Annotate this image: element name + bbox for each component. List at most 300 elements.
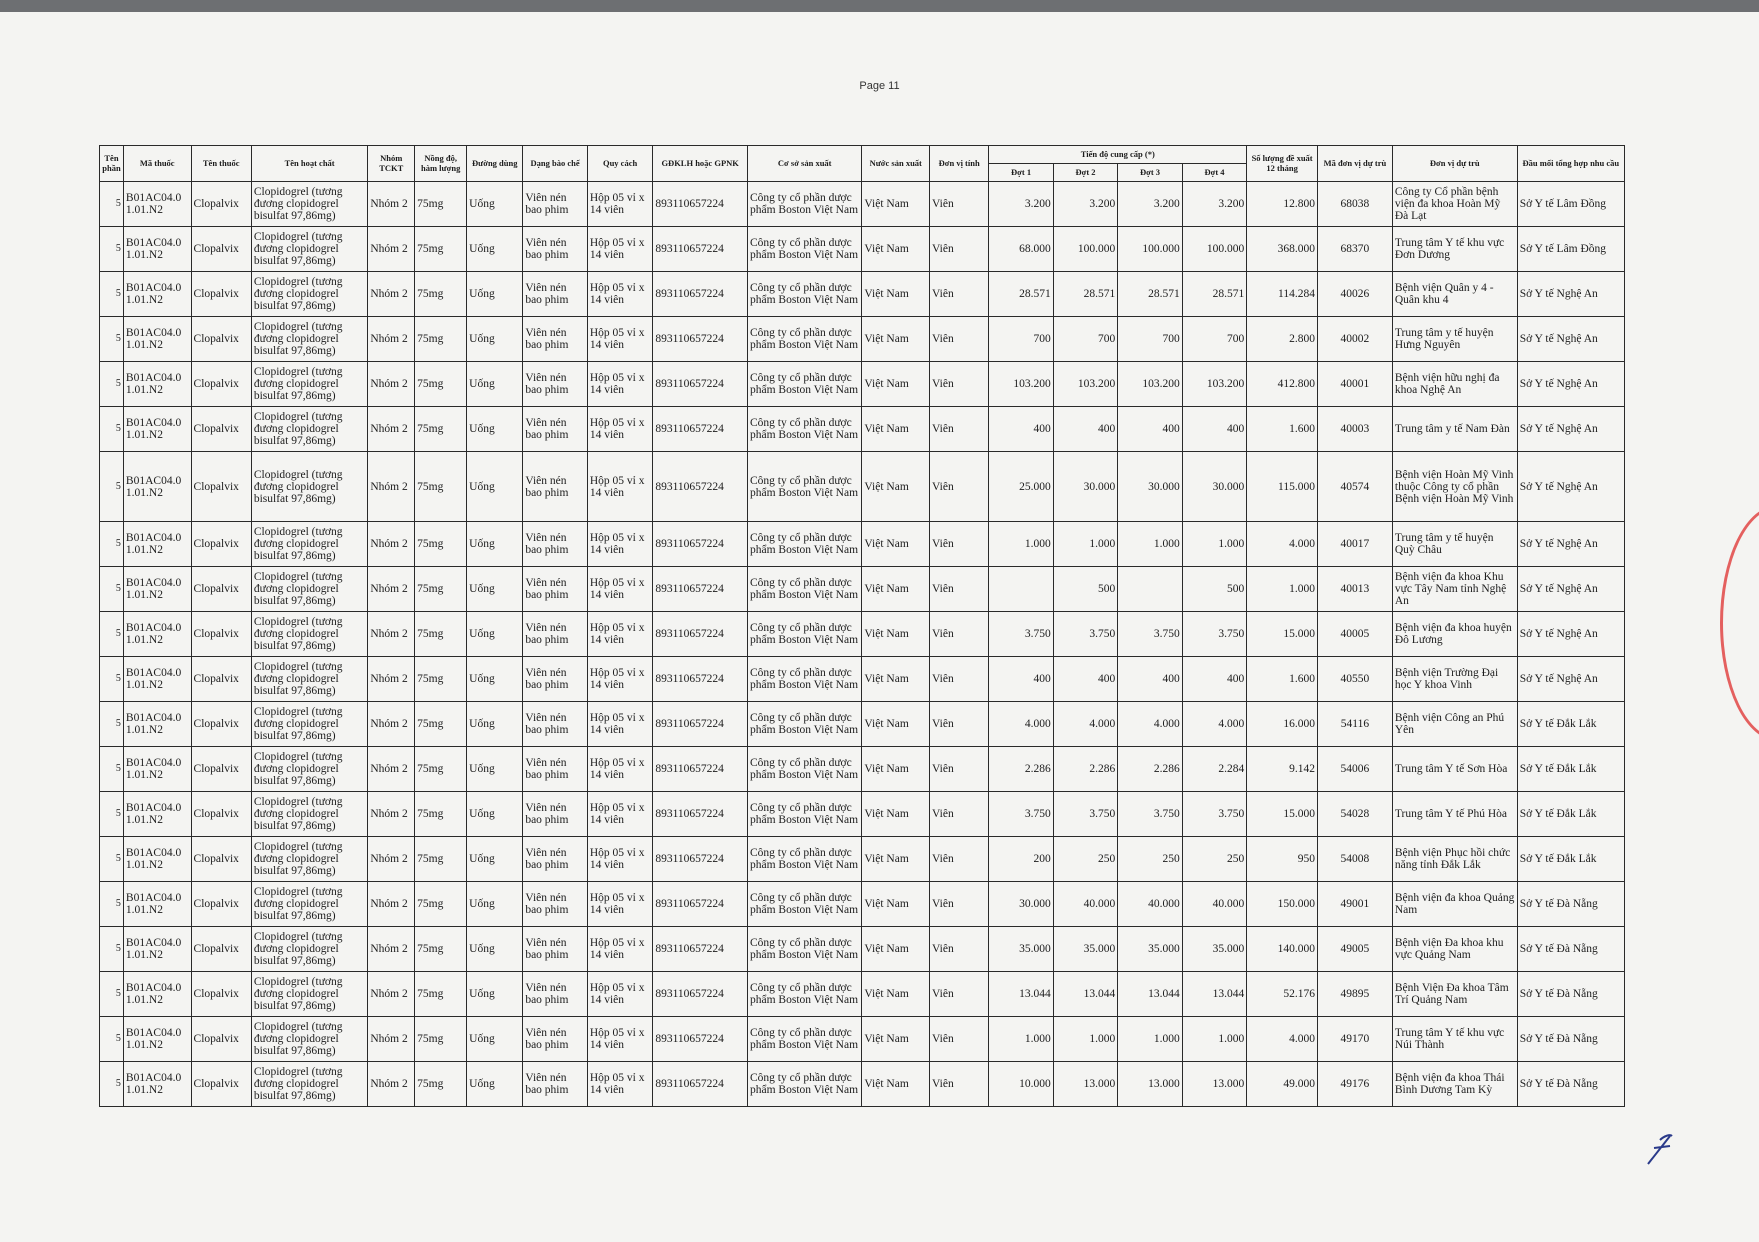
cell-co-so: Công ty cổ phần dược phẩm Boston Việt Nam [748, 522, 862, 567]
cell-dot2: 1.000 [1053, 1017, 1117, 1062]
cell-duong-dung: Uống [467, 272, 523, 317]
cell-ten-thuoc: Clopalvix [191, 272, 251, 317]
cell-don-vi-du-tru: Trung tâm y tế Nam Đàn [1392, 407, 1517, 452]
cell-hoat-chat: Clopidogrel (tương đương clopidogrel bisulfat 97,86mg) [251, 747, 368, 792]
cell-ten-thuoc: Clopalvix [191, 747, 251, 792]
cell-ten-thuoc: Clopalvix [191, 1017, 251, 1062]
cell-phan: 5 [100, 837, 124, 882]
cell-dot2: 400 [1053, 407, 1117, 452]
cell-ma-thuoc: B01AC04.0 1.01.N2 [123, 972, 191, 1017]
cell-co-so: Công ty cổ phần dược phẩm Boston Việt Nam [748, 182, 862, 227]
cell-dot4: 2.284 [1182, 747, 1246, 792]
cell-nong-do: 75mg [415, 837, 467, 882]
cell-nong-do: 75mg [415, 567, 467, 612]
cell-dot3: 400 [1118, 407, 1182, 452]
cell-dvt: Viên [930, 657, 989, 702]
cell-dot4: 3.200 [1182, 182, 1246, 227]
table-row [100, 272, 1625, 317]
cell-nhom: Nhóm 2 [368, 317, 415, 362]
cell-dvt: Viên [930, 407, 989, 452]
cell-dot4: 100.000 [1182, 227, 1246, 272]
table-row [100, 1017, 1625, 1062]
cell-dot1: 1.000 [989, 522, 1053, 567]
cell-so-luong: 12.800 [1247, 182, 1318, 227]
cell-duong-dung: Uống [467, 182, 523, 227]
cell-hoat-chat: Clopidogrel (tương đương clopidogrel bisulfat 97,86mg) [251, 522, 368, 567]
cell-dot1: 68.000 [989, 227, 1053, 272]
cell-nhom: Nhóm 2 [368, 792, 415, 837]
cell-dot1: 400 [989, 657, 1053, 702]
cell-nhom: Nhóm 2 [368, 567, 415, 612]
cell-ten-thuoc: Clopalvix [191, 567, 251, 612]
cell-nong-do: 75mg [415, 407, 467, 452]
cell-nuoc: Việt Nam [862, 972, 930, 1017]
cell-hoat-chat: Clopidogrel (tương đương clopidogrel bisulfat 97,86mg) [251, 792, 368, 837]
cell-ma-don-vi: 49895 [1317, 972, 1392, 1017]
cell-hoat-chat: Clopidogrel (tương đương clopidogrel bisulfat 97,86mg) [251, 227, 368, 272]
cell-dot2: 100.000 [1053, 227, 1117, 272]
cell-hoat-chat: Clopidogrel (tương đương clopidogrel bisulfat 97,86mg) [251, 882, 368, 927]
cell-quy-cach: Hộp 05 vỉ x 14 viên [587, 452, 653, 522]
cell-dvt: Viên [930, 747, 989, 792]
cell-gdklh: 893110657224 [653, 657, 748, 702]
cell-don-vi-du-tru: Công ty Cổ phần bệnh viện đa khoa Hoàn Mỹ Đà Lạt [1392, 182, 1517, 227]
cell-ma-thuoc: B01AC04.0 1.01.N2 [123, 522, 191, 567]
cell-hoat-chat: Clopidogrel (tương đương clopidogrel bisulfat 97,86mg) [251, 407, 368, 452]
cell-ma-don-vi: 54006 [1317, 747, 1392, 792]
cell-ten-thuoc: Clopalvix [191, 702, 251, 747]
cell-ten-thuoc: Clopalvix [191, 837, 251, 882]
cell-dau-moi: Sở Y tế Đà Nẵng [1517, 1017, 1624, 1062]
cell-dvt: Viên [930, 362, 989, 407]
table-row [100, 317, 1625, 362]
cell-quy-cach: Hộp 05 vỉ x 14 viên [587, 182, 653, 227]
cell-dot2: 35.000 [1053, 927, 1117, 972]
cell-dot4: 1.000 [1182, 522, 1246, 567]
cell-ten-thuoc: Clopalvix [191, 362, 251, 407]
cell-hoat-chat: Clopidogrel (tương đương clopidogrel bisulfat 97,86mg) [251, 362, 368, 407]
cell-dvt: Viên [930, 272, 989, 317]
cell-dot3 [1118, 567, 1182, 612]
col-ma-don-vi: Mã đơn vị dự trù [1317, 146, 1392, 182]
cell-phan: 5 [100, 1017, 124, 1062]
cell-dot4: 103.200 [1182, 362, 1246, 407]
cell-hoat-chat: Clopidogrel (tương đương clopidogrel bisulfat 97,86mg) [251, 612, 368, 657]
cell-hoat-chat: Clopidogrel (tương đương clopidogrel bisulfat 97,86mg) [251, 567, 368, 612]
cell-dot3: 3.750 [1118, 792, 1182, 837]
cell-dau-moi: Sở Y tế Nghệ An [1517, 567, 1624, 612]
cell-dang-bao-che: Viên nén bao phim [523, 882, 587, 927]
cell-ma-thuoc: B01AC04.0 1.01.N2 [123, 1062, 191, 1107]
cell-dvt: Viên [930, 1062, 989, 1107]
cell-don-vi-du-tru: Bệnh viện Phục hồi chức năng tỉnh Đắk Lắk [1392, 837, 1517, 882]
cell-dau-moi: Sở Y tế Đắk Lắk [1517, 792, 1624, 837]
cell-dot2: 103.200 [1053, 362, 1117, 407]
cell-co-so: Công ty cổ phần dược phẩm Boston Việt Nam [748, 272, 862, 317]
cell-dot1: 28.571 [989, 272, 1053, 317]
cell-dot3: 40.000 [1118, 882, 1182, 927]
cell-quy-cach: Hộp 05 vỉ x 14 viên [587, 837, 653, 882]
col-co-so: Cơ sở sản xuất [748, 146, 862, 182]
cell-co-so: Công ty cổ phần dược phẩm Boston Việt Nam [748, 362, 862, 407]
cell-ma-thuoc: B01AC04.0 1.01.N2 [123, 792, 191, 837]
cell-dot4: 40.000 [1182, 882, 1246, 927]
cell-hoat-chat: Clopidogrel (tương đương clopidogrel bisulfat 97,86mg) [251, 972, 368, 1017]
cell-duong-dung: Uống [467, 612, 523, 657]
cell-ma-don-vi: 49001 [1317, 882, 1392, 927]
signature-mark [1640, 1130, 1680, 1170]
cell-nong-do: 75mg [415, 317, 467, 362]
cell-phan: 5 [100, 792, 124, 837]
cell-nuoc: Việt Nam [862, 567, 930, 612]
table-row [100, 227, 1625, 272]
cell-hoat-chat: Clopidogrel (tương đương clopidogrel bisulfat 97,86mg) [251, 452, 368, 522]
col-dang-bao-che: Dạng bào chế [523, 146, 587, 182]
cell-nong-do: 75mg [415, 272, 467, 317]
cell-nhom: Nhóm 2 [368, 407, 415, 452]
cell-dot2: 500 [1053, 567, 1117, 612]
cell-dot3: 2.286 [1118, 747, 1182, 792]
cell-nhom: Nhóm 2 [368, 272, 415, 317]
cell-dau-moi: Sở Y tế Lâm Đồng [1517, 227, 1624, 272]
cell-dot4: 3.750 [1182, 612, 1246, 657]
cell-duong-dung: Uống [467, 317, 523, 362]
cell-duong-dung: Uống [467, 702, 523, 747]
table-row [100, 837, 1625, 882]
drug-table [99, 145, 1625, 1107]
cell-ma-don-vi: 40550 [1317, 657, 1392, 702]
cell-don-vi-du-tru: Bệnh viện Công an Phú Yên [1392, 702, 1517, 747]
cell-dau-moi: Sở Y tế Đà Nẵng [1517, 927, 1624, 972]
cell-dot3: 35.000 [1118, 927, 1182, 972]
cell-ma-thuoc: B01AC04.0 1.01.N2 [123, 407, 191, 452]
cell-dang-bao-che: Viên nén bao phim [523, 362, 587, 407]
cell-phan: 5 [100, 1062, 124, 1107]
cell-dau-moi: Sở Y tế Đà Nẵng [1517, 882, 1624, 927]
cell-ma-thuoc: B01AC04.0 1.01.N2 [123, 317, 191, 362]
cell-dang-bao-che: Viên nén bao phim [523, 927, 587, 972]
cell-dang-bao-che: Viên nén bao phim [523, 407, 587, 452]
cell-nuoc: Việt Nam [862, 362, 930, 407]
cell-duong-dung: Uống [467, 927, 523, 972]
cell-nong-do: 75mg [415, 182, 467, 227]
cell-dot1 [989, 567, 1053, 612]
cell-dot2: 250 [1053, 837, 1117, 882]
cell-so-luong: 950 [1247, 837, 1318, 882]
col-hoat-chat: Tên hoạt chất [251, 146, 368, 182]
cell-phan: 5 [100, 567, 124, 612]
cell-gdklh: 893110657224 [653, 567, 748, 612]
cell-dang-bao-che: Viên nén bao phim [523, 972, 587, 1017]
cell-dot1: 200 [989, 837, 1053, 882]
col-gdklh: GĐKLH hoặc GPNK [653, 146, 748, 182]
cell-ma-thuoc: B01AC04.0 1.01.N2 [123, 747, 191, 792]
cell-don-vi-du-tru: Bệnh viện Trường Đại học Y khoa Vinh [1392, 657, 1517, 702]
cell-dvt: Viên [930, 792, 989, 837]
cell-ten-thuoc: Clopalvix [191, 657, 251, 702]
cell-gdklh: 893110657224 [653, 612, 748, 657]
cell-dot2: 400 [1053, 657, 1117, 702]
cell-dang-bao-che: Viên nén bao phim [523, 567, 587, 612]
cell-co-so: Công ty cổ phần dược phẩm Boston Việt Nam [748, 702, 862, 747]
cell-quy-cach: Hộp 05 vỉ x 14 viên [587, 227, 653, 272]
cell-gdklh: 893110657224 [653, 972, 748, 1017]
cell-dot3: 103.200 [1118, 362, 1182, 407]
cell-quy-cach: Hộp 05 vỉ x 14 viên [587, 407, 653, 452]
cell-ten-thuoc: Clopalvix [191, 227, 251, 272]
col-ten-phan: Tên phần [100, 146, 124, 182]
cell-ma-don-vi: 40005 [1317, 612, 1392, 657]
cell-nuoc: Việt Nam [862, 1017, 930, 1062]
cell-gdklh: 893110657224 [653, 1062, 748, 1107]
cell-nhom: Nhóm 2 [368, 1062, 415, 1107]
cell-nuoc: Việt Nam [862, 837, 930, 882]
table-row [100, 747, 1625, 792]
cell-don-vi-du-tru: Trung tâm y tế huyện Quỳ Châu [1392, 522, 1517, 567]
cell-dot4: 250 [1182, 837, 1246, 882]
cell-dvt: Viên [930, 182, 989, 227]
cell-duong-dung: Uống [467, 1017, 523, 1062]
cell-co-so: Công ty cổ phần dược phẩm Boston Việt Nam [748, 657, 862, 702]
cell-nuoc: Việt Nam [862, 452, 930, 522]
cell-phan: 5 [100, 927, 124, 972]
cell-nong-do: 75mg [415, 882, 467, 927]
cell-dot4: 28.571 [1182, 272, 1246, 317]
col-quy-cach: Quy cách [587, 146, 653, 182]
cell-gdklh: 893110657224 [653, 272, 748, 317]
cell-nuoc: Việt Nam [862, 702, 930, 747]
cell-phan: 5 [100, 657, 124, 702]
cell-dot4: 400 [1182, 657, 1246, 702]
cell-ma-don-vi: 40002 [1317, 317, 1392, 362]
cell-dvt: Viên [930, 837, 989, 882]
cell-dvt: Viên [930, 567, 989, 612]
table-row [100, 362, 1625, 407]
cell-hoat-chat: Clopidogrel (tương đương clopidogrel bisulfat 97,86mg) [251, 182, 368, 227]
cell-dot4: 700 [1182, 317, 1246, 362]
cell-ma-don-vi: 40017 [1317, 522, 1392, 567]
cell-dang-bao-che: Viên nén bao phim [523, 657, 587, 702]
cell-quy-cach: Hộp 05 vỉ x 14 viên [587, 1062, 653, 1107]
cell-gdklh: 893110657224 [653, 317, 748, 362]
table-row [100, 882, 1625, 927]
col-don-vi-du-tru: Đơn vị dự trù [1392, 146, 1517, 182]
cell-quy-cach: Hộp 05 vỉ x 14 viên [587, 272, 653, 317]
cell-hoat-chat: Clopidogrel (tương đương clopidogrel bisulfat 97,86mg) [251, 837, 368, 882]
cell-dot3: 28.571 [1118, 272, 1182, 317]
cell-quy-cach: Hộp 05 vỉ x 14 viên [587, 362, 653, 407]
cell-dau-moi: Sở Y tế Đắk Lắk [1517, 747, 1624, 792]
cell-so-luong: 115.000 [1247, 452, 1318, 522]
cell-nhom: Nhóm 2 [368, 972, 415, 1017]
cell-dot1: 700 [989, 317, 1053, 362]
cell-nuoc: Việt Nam [862, 747, 930, 792]
cell-dot3: 3.750 [1118, 612, 1182, 657]
cell-gdklh: 893110657224 [653, 407, 748, 452]
cell-dang-bao-che: Viên nén bao phim [523, 227, 587, 272]
cell-ma-thuoc: B01AC04.0 1.01.N2 [123, 272, 191, 317]
cell-gdklh: 893110657224 [653, 452, 748, 522]
cell-ma-thuoc: B01AC04.0 1.01.N2 [123, 567, 191, 612]
cell-dot1: 10.000 [989, 1062, 1053, 1107]
cell-gdklh: 893110657224 [653, 1017, 748, 1062]
cell-nong-do: 75mg [415, 452, 467, 522]
cell-nong-do: 75mg [415, 657, 467, 702]
cell-ma-don-vi: 40013 [1317, 567, 1392, 612]
cell-dang-bao-che: Viên nén bao phim [523, 1017, 587, 1062]
cell-dot2: 30.000 [1053, 452, 1117, 522]
cell-dot3: 1.000 [1118, 522, 1182, 567]
cell-duong-dung: Uống [467, 792, 523, 837]
cell-dau-moi: Sở Y tế Nghệ An [1517, 272, 1624, 317]
cell-gdklh: 893110657224 [653, 837, 748, 882]
table-row [100, 1062, 1625, 1107]
cell-co-so: Công ty cổ phần dược phẩm Boston Việt Nam [748, 1062, 862, 1107]
cell-dot1: 4.000 [989, 702, 1053, 747]
col-nhom: Nhóm TCKT [368, 146, 415, 182]
cell-phan: 5 [100, 407, 124, 452]
cell-dot4: 13.000 [1182, 1062, 1246, 1107]
cell-dau-moi: Sở Y tế Đà Nẵng [1517, 972, 1624, 1017]
cell-so-luong: 368.000 [1247, 227, 1318, 272]
cell-co-so: Công ty cổ phần dược phẩm Boston Việt Nam [748, 317, 862, 362]
cell-quy-cach: Hộp 05 vỉ x 14 viên [587, 882, 653, 927]
cell-don-vi-du-tru: Bệnh viện đa khoa Quảng Nam [1392, 882, 1517, 927]
cell-dot2: 40.000 [1053, 882, 1117, 927]
cell-so-luong: 1.600 [1247, 657, 1318, 702]
cell-ma-don-vi: 49005 [1317, 927, 1392, 972]
cell-dau-moi: Sở Y tế Đắk Lắk [1517, 837, 1624, 882]
col-dot1: Đợt 1 [989, 164, 1053, 182]
cell-hoat-chat: Clopidogrel (tương đương clopidogrel bisulfat 97,86mg) [251, 657, 368, 702]
cell-duong-dung: Uống [467, 972, 523, 1017]
cell-gdklh: 893110657224 [653, 227, 748, 272]
cell-dot2: 3.200 [1053, 182, 1117, 227]
cell-co-so: Công ty cổ phần dược phẩm Boston Việt Nam [748, 452, 862, 522]
table-row [100, 702, 1625, 747]
cell-nuoc: Việt Nam [862, 272, 930, 317]
cell-don-vi-du-tru: Bệnh viện đa khoa huyện Đô Lương [1392, 612, 1517, 657]
cell-ten-thuoc: Clopalvix [191, 927, 251, 972]
table-row [100, 792, 1625, 837]
cell-ma-don-vi: 54116 [1317, 702, 1392, 747]
cell-ma-thuoc: B01AC04.0 1.01.N2 [123, 702, 191, 747]
table-row [100, 927, 1625, 972]
cell-dau-moi: Sở Y tế Lâm Đồng [1517, 182, 1624, 227]
table-row [100, 972, 1625, 1017]
cell-ten-thuoc: Clopalvix [191, 452, 251, 522]
cell-dot2: 700 [1053, 317, 1117, 362]
table-row [100, 407, 1625, 452]
cell-dot4: 1.000 [1182, 1017, 1246, 1062]
cell-nhom: Nhóm 2 [368, 882, 415, 927]
cell-co-so: Công ty cổ phần dược phẩm Boston Việt Nam [748, 792, 862, 837]
cell-nong-do: 75mg [415, 612, 467, 657]
cell-nhom: Nhóm 2 [368, 837, 415, 882]
cell-dang-bao-che: Viên nén bao phim [523, 452, 587, 522]
cell-co-so: Công ty cổ phần dược phẩm Boston Việt Nam [748, 972, 862, 1017]
cell-dang-bao-che: Viên nén bao phim [523, 317, 587, 362]
cell-nong-do: 75mg [415, 1017, 467, 1062]
cell-dot2: 13.000 [1053, 1062, 1117, 1107]
cell-ma-thuoc: B01AC04.0 1.01.N2 [123, 612, 191, 657]
cell-quy-cach: Hộp 05 vỉ x 14 viên [587, 612, 653, 657]
cell-quy-cach: Hộp 05 vỉ x 14 viên [587, 927, 653, 972]
col-duong-dung: Đường dùng [467, 146, 523, 182]
cell-phan: 5 [100, 227, 124, 272]
cell-nong-do: 75mg [415, 362, 467, 407]
col-ma-thuoc: Mã thuốc [123, 146, 191, 182]
cell-dang-bao-che: Viên nén bao phim [523, 1062, 587, 1107]
cell-quy-cach: Hộp 05 vỉ x 14 viên [587, 702, 653, 747]
cell-nhom: Nhóm 2 [368, 927, 415, 972]
cell-dot3: 100.000 [1118, 227, 1182, 272]
cell-nong-do: 75mg [415, 747, 467, 792]
cell-nuoc: Việt Nam [862, 407, 930, 452]
cell-gdklh: 893110657224 [653, 882, 748, 927]
cell-ma-don-vi: 40574 [1317, 452, 1392, 522]
cell-dot1: 103.200 [989, 362, 1053, 407]
cell-quy-cach: Hộp 05 vỉ x 14 viên [587, 1017, 653, 1062]
cell-nong-do: 75mg [415, 227, 467, 272]
cell-dot1: 3.750 [989, 792, 1053, 837]
col-nong-do: Nồng độ, hàm lượng [415, 146, 467, 182]
cell-so-luong: 49.000 [1247, 1062, 1318, 1107]
cell-dot1: 400 [989, 407, 1053, 452]
cell-dot2: 3.750 [1053, 792, 1117, 837]
cell-so-luong: 1.000 [1247, 567, 1318, 612]
cell-phan: 5 [100, 882, 124, 927]
cell-nong-do: 75mg [415, 792, 467, 837]
cell-ma-thuoc: B01AC04.0 1.01.N2 [123, 837, 191, 882]
cell-phan: 5 [100, 452, 124, 522]
cell-dau-moi: Sở Y tế Nghệ An [1517, 452, 1624, 522]
cell-hoat-chat: Clopidogrel (tương đương clopidogrel bisulfat 97,86mg) [251, 927, 368, 972]
cell-nhom: Nhóm 2 [368, 182, 415, 227]
cell-nhom: Nhóm 2 [368, 657, 415, 702]
cell-dang-bao-che: Viên nén bao phim [523, 792, 587, 837]
cell-dot1: 13.044 [989, 972, 1053, 1017]
cell-duong-dung: Uống [467, 522, 523, 567]
cell-phan: 5 [100, 702, 124, 747]
cell-duong-dung: Uống [467, 452, 523, 522]
cell-nong-do: 75mg [415, 972, 467, 1017]
cell-dau-moi: Sở Y tế Nghệ An [1517, 612, 1624, 657]
cell-ma-thuoc: B01AC04.0 1.01.N2 [123, 882, 191, 927]
cell-nhom: Nhóm 2 [368, 452, 415, 522]
top-bar [0, 0, 1759, 12]
cell-duong-dung: Uống [467, 747, 523, 792]
cell-phan: 5 [100, 362, 124, 407]
cell-gdklh: 893110657224 [653, 747, 748, 792]
col-so-luong: Số lượng đề xuất 12 tháng [1247, 146, 1318, 182]
cell-dot3: 700 [1118, 317, 1182, 362]
cell-ten-thuoc: Clopalvix [191, 882, 251, 927]
cell-quy-cach: Hộp 05 vỉ x 14 viên [587, 657, 653, 702]
cell-dot2: 4.000 [1053, 702, 1117, 747]
cell-so-luong: 15.000 [1247, 792, 1318, 837]
cell-co-so: Công ty cổ phần dược phẩm Boston Việt Nam [748, 837, 862, 882]
cell-nhom: Nhóm 2 [368, 362, 415, 407]
cell-nhom: Nhóm 2 [368, 747, 415, 792]
cell-dot3: 30.000 [1118, 452, 1182, 522]
col-dot3: Đợt 3 [1118, 164, 1182, 182]
cell-dot2: 1.000 [1053, 522, 1117, 567]
cell-hoat-chat: Clopidogrel (tương đương clopidogrel bisulfat 97,86mg) [251, 702, 368, 747]
cell-phan: 5 [100, 972, 124, 1017]
cell-dot1: 35.000 [989, 927, 1053, 972]
cell-so-luong: 114.284 [1247, 272, 1318, 317]
